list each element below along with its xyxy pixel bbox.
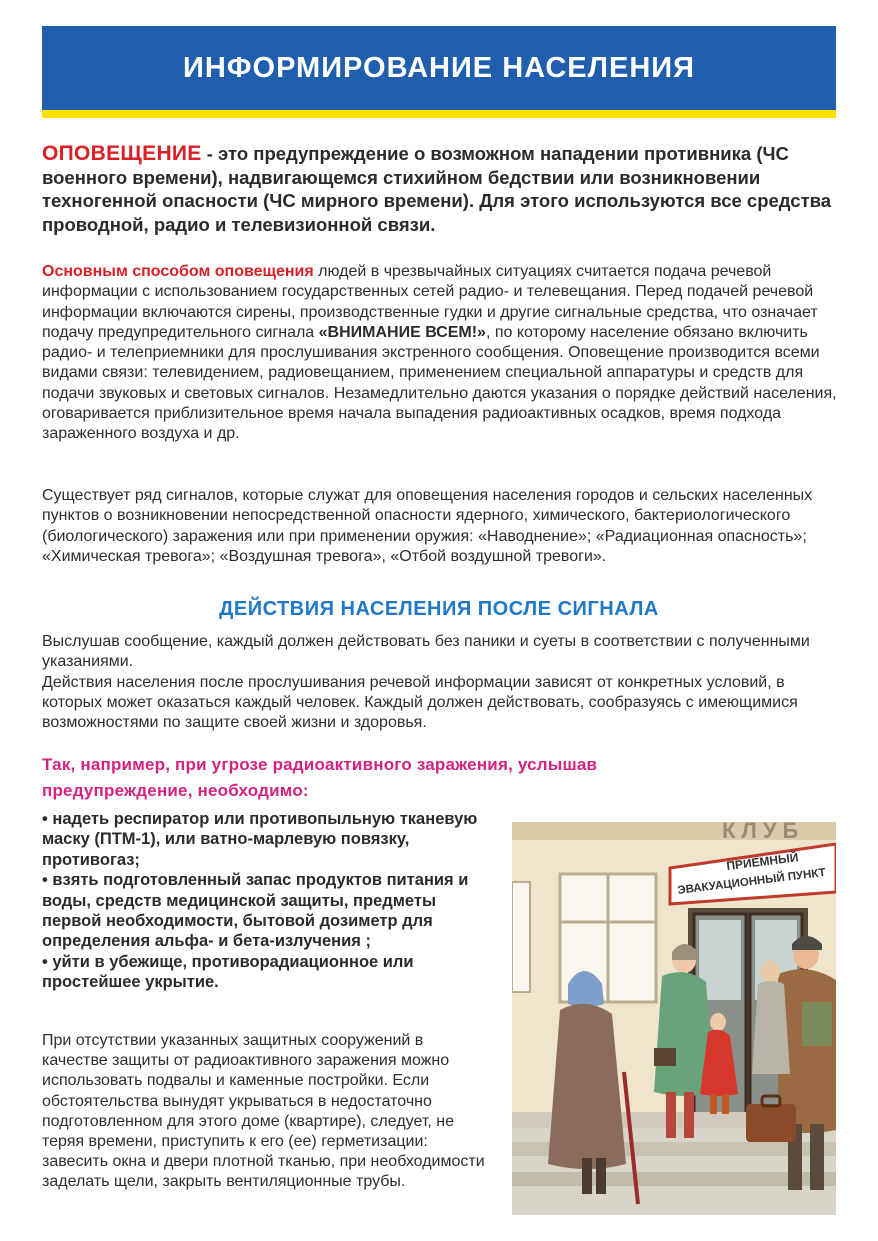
list-item: • надеть респиратор или противопыльную тканевую маску (ПТМ-1), или ватно-марлевую повязку, противогаз;: [42, 810, 478, 869]
actions-paragraph-1: Выслушав сообщение, каждый должен действовать без паники и суеты в соответствии с полученными указаниями.: [42, 633, 810, 671]
intro-paragraph: [42, 142, 842, 236]
intro-term: ОПОВЕЩЕНИЕ: [42, 142, 202, 165]
signals-paragraph: Существует ряд сигналов, которые служат для оповещения населения городов и сельских населенных пунктов о возникновении непосредственной опасности ядерного, химического, бактериологического (биологического) заражения или при применении оружия: «Наводнение»; «Радиационная опасность»; «Химическая тревога»; «Воздушная тревога», «Отбой воздушной тревоги».: [42, 487, 813, 565]
method-signal: «ВНИМАНИЕ ВСЕМ!»: [318, 323, 486, 341]
evacuation-scene: [512, 822, 836, 1215]
actions-section-title: ДЕЙСТВИЯ НАСЕЛЕНИЯ ПОСЛЕ СИГНАЛА: [219, 598, 659, 620]
method-highlight: Основным способом оповещения: [42, 263, 314, 280]
list-item: • уйти в убежище, противорадиационное или простейшее укрытие.: [42, 952, 414, 992]
evacuation-illustration: [512, 822, 836, 1215]
actions-paragraph-2: Действия населения после прослушивания речевой информации зависят от конкретных условий, в которых может оказаться каждый человек. Каждый должен действовать, сообразуясь с имеющимися возможностями по защите своей жизни и здоровья.: [42, 673, 798, 732]
method-text-2: , по которому население обязано включить радио- и телеприемники для прослушивания экстренного сообщения. Оповещение производится всеми видами связи: телевидением, радиовещанием, применением специальной аппаратуры и средств для подачи звуковых и световых сигналов. Незамедлительно даются указания о порядке действий населения, оговаривается приблизительное время начала выпадения радиоактивных осадков, время подхода зараженного воздуха и др.: [42, 323, 837, 443]
actions-paragraphs: [42, 632, 842, 733]
intro-definition: - это предупреждение о возможном нападении противника (ЧС военного времени), надвигающемся стихийном бедствии или возникновении техногенной опасности (ЧС мирного времени). Для этого используются все средства проводной, радио и телевизионной связи.: [42, 143, 832, 235]
facade-text: КЛУБ: [722, 822, 805, 843]
list-item: • взять подготовленный запас продуктов питания и воды, средств медицинской защиты, предметы первой необходимости, бытовой дозиметр для определения альфа- и бета-излучения ;: [42, 871, 469, 951]
shelter-paragraph: При отсутствии указанных защитных сооружений в качестве защиты от радиоактивного заражения можно использовать подвалы и каменные постройки. Если обстоятельства вынудят укрываться в недостаточно подготовленном для этого доме (квартире), следует, не теряя времени, приступить к его (ее) герметизации: завесить окна и двери плотной тканью, при необходимости заделать щели, закрыть вентиляционные трубы.: [42, 1032, 485, 1191]
sign-line-1: ПРИЕМНЫЙ: [725, 850, 800, 873]
method-text-1: людей в чрезвычайных ситуациях считается подача речевой информации с использованием государственных сетей радио- и телевещания. Перед подачей речевой информации включаются сирены, производственные гудки и другие сигнальные средства, что означает подачу предупредительного сигнала: [42, 263, 818, 341]
page-title: ИНФОРМИРОВАНИЕ НАСЕЛЕНИЯ: [183, 51, 695, 84]
header-banner: [42, 26, 836, 118]
sign-line-2: ЭВАКУАЦИОННЫЙ ПУНКТ: [676, 866, 827, 897]
method-paragraph: [42, 262, 842, 445]
example-heading: Так, например, при угрозе радиоактивного заражения, услышав предупреждение, необходимо:: [42, 755, 598, 800]
instructions-list: [42, 809, 492, 993]
